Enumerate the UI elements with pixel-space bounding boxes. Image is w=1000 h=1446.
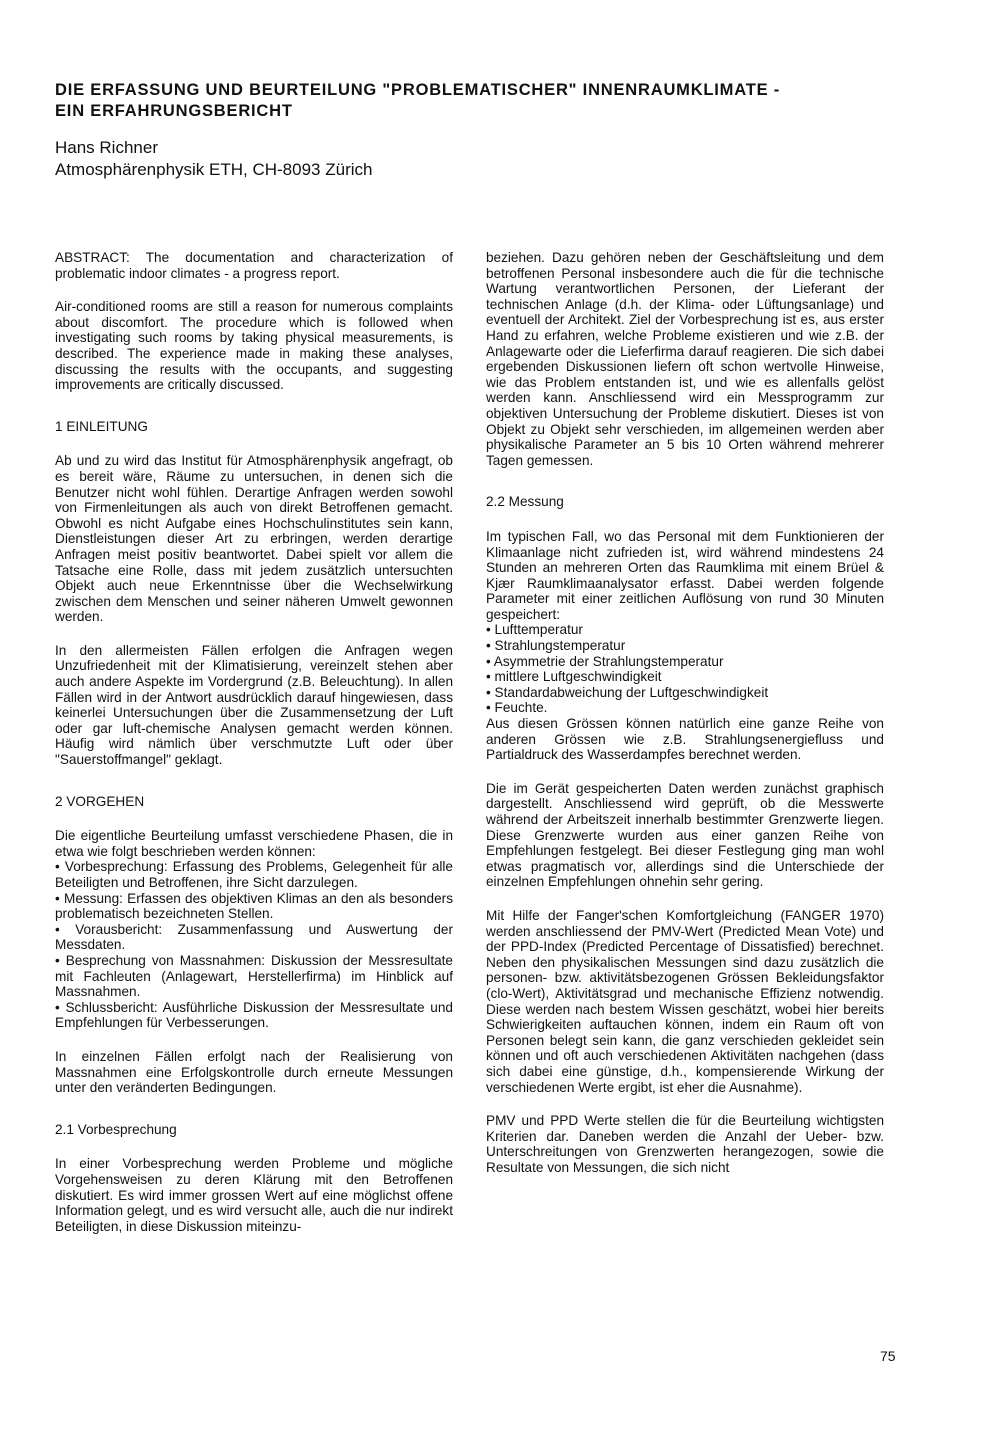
einleitung-paragraph-2: In den allermeisten Fällen erfolgen die Anfragen wegen Unzufriedenheit mit der Klimatisierung, vereinzelt stehen aber auch andere Aspekte im Vordergrund (z.B. Beleuchtung). In allen Fällen wird in der Antwort ausdrücklich darauf hingewiesen, dass keinerlei Untersuchungen über die Zusammensetzung der Luft oder gar luft-chemische Analysen gemacht werden können. Häufig wird nämlich über verschmutzte Luft oder über "Sauerstoffmangel" geklagt. <box>55 642 453 768</box>
author-affiliation: Atmosphärenphysik ETH, CH-8093 Zürich <box>55 160 373 179</box>
section-heading-messung: 2.2 Messung <box>486 494 564 510</box>
left-column <box>55 250 453 1234</box>
title-line-2: EIN ERFAHRUNGSBERICHT <box>55 102 293 120</box>
vorbesprechung-paragraph-1: In einer Vorbesprechung werden Probleme und mögliche Vorgehensweisen zu deren Klärung mit den Betroffenen diskutiert. Es wird immer grossen Wert auf eine möglichst offene Information gelegt, und es wird versucht alle, auch die nur indirekt Beteiligten, in diese Diskussion miteinzu- <box>55 1156 453 1234</box>
section-heading-vorbesprechung: 2.1 Vorbesprechung <box>55 1121 177 1137</box>
vorgehen-paragraph-2: In einzelnen Fällen erfolgt nach der Realisierung von Massnahmen eine Erfolgskontrolle durch erneute Messungen unter den veränderten Bedingungen. <box>55 1048 453 1096</box>
messung-paragraph-2: Aus diesen Grössen können natürlich eine ganze Reihe von anderen Grössen wie z.B. Strahlungsenergiefluss und Partialdruck des Wasserdampfes berechnet werden. <box>486 716 884 763</box>
list-item: • mittlere Luftgeschwindigkeit <box>486 669 884 685</box>
abstract-paragraph-1: ABSTRACT: The documentation and characterization of problematic indoor climates - a progress report. <box>55 250 453 281</box>
author-name: Hans Richner <box>55 138 158 157</box>
messung-paragraph-1: Im typischen Fall, wo das Personal mit dem Funktionieren der Klimaanlage nicht zufrieden ist, wird während mindestens 24 Stunden an mehreren Orten das Raumklima mit einem Brüel & Kjær Raumklimaanalysator erfasst. Dabei werden folgende Parameter mit einer zeitlichen Auflösung von rund 30 Minuten gespeichert: <box>486 528 884 622</box>
list-item: • Asymmetrie der Strahlungstemperatur <box>486 654 884 670</box>
list-item: • Besprechung von Massnahmen: Diskussion der Messresultate mit Fachleuten (Anlagewart, Herstellerfirma) im Hinblick auf Massnahmen. <box>55 953 453 1000</box>
abstract-paragraph-2: Air-conditioned rooms are still a reason for numerous complaints about discomfort. The procedure which is followed when investigating such rooms by taking physical measurements, is described. The experience made in making these analyses, discussing the results with the occupants, and suggesting improvements are critically discussed. <box>55 299 453 393</box>
messung-paragraph-4: Mit Hilfe der Fanger'schen Komfortgleichung (FANGER 1970) werden anschliessend der PMV-Wert (Predicted Mean Vote) und der PPD-Index (Predicted Percentage of Dissatisfied) berechnet. Neben den physikalischen Messungen sind dazu zusätzlich die personen- bzw. aktivitätsbezogenen Grössen Bekleidungsfaktor (clo-Wert), Aktivitätsgrad und mechanische Effizienz notwendig. Diese werden nach bestem Wissen geschätzt, wobei hier bereits Schwierigkeiten auftauchen können, indem ein Raum oft von Personen belegt sein kann, die ganz verschieden gekleidet sein können und oft auch verschiedenen Aktivitäten nachgehen (dass sich dabei eine günstige, d.h., kompensierende Wirkung der verschiedenen Werte ergibt, ist eher die Ausnahme). <box>486 907 884 1095</box>
right-column <box>486 250 884 1175</box>
list-item: • Feuchte. <box>486 700 884 716</box>
vorbesprechung-continued: beziehen. Dazu gehören neben der Geschäftsleitung und dem betroffenen Personal insbesondere auch die für die technische Wartung verantwortlichen Personen, der Lieferant der technischen Anlage (d.h. der Klima- oder Lüftungsanlage) und eventuell der Architekt. Ziel der Vorbesprechung ist es, aus erster Hand zu erfahren, welche Probleme existieren und wie z.B. der Anlagewarte oder die Lieferfirma darauf reagieren. Die sich dabei ergebenden Diskussionen liefern oft schon wertvolle Hinweise, wie das Problem entstanden ist, und wie es allenfalls gelöst werden kann. Anschliessend wird ein Messprogramm zur objektiven Untersuchung der Probleme diskutiert. Dieses ist von Objekt zu Objekt sehr verschieden, im allgemeinen werden aber physikalische Parameter an 5 bis 10 Orten während mehrerer Tagen gemessen. <box>486 250 884 468</box>
messung-paragraph-3: Die im Gerät gespeicherten Daten werden zunächst graphisch dargestellt. Anschliessend wird geprüft, ob die Messwerte während der Arbeitszeit innerhalb bestimmter Grenzwerte liegen. Diese Grenzwerte wurden aus einer ganzen Reihe von Empfehlungen festgelegt. Bei dieser Festlegung ging man wohl etwas pragmatisch vor, allerdings sind die Unterschiede der einzelnen Empfehlungen ohnehin sehr gering. <box>486 780 884 890</box>
list-item: • Vorbesprechung: Erfassung des Problems, Gelegenheit für alle Beteiligten und Betroffenen, ihre Sicht darzulegen. <box>55 859 453 890</box>
parameter-list <box>486 622 884 716</box>
list-item: • Strahlungstemperatur <box>486 638 884 654</box>
list-item: • Vorausbericht: Zusammenfassung und Auswertung der Messdaten. <box>55 922 453 953</box>
list-item: • Schlussbericht: Ausführliche Diskussion der Messresultate und Empfehlungen für Verbesserungen. <box>55 1000 453 1031</box>
vorgehen-intro: Die eigentliche Beurteilung umfasst verschiedene Phasen, die in etwa wie folgt beschrieben werden können: <box>55 828 453 859</box>
list-item: • Lufttemperatur <box>486 622 884 638</box>
section-heading-einleitung: 1 EINLEITUNG <box>55 418 148 434</box>
paper-title <box>55 80 915 122</box>
section-heading-vorgehen: 2 VORGEHEN <box>55 793 145 809</box>
title-line-1: DIE ERFASSUNG UND BEURTEILUNG "PROBLEMATISCHER" INNENRAUMKLIMATE - <box>55 81 781 99</box>
list-item: • Standardabweichung der Luftgeschwindigkeit <box>486 685 884 701</box>
einleitung-paragraph-1: Ab und zu wird das Institut für Atmosphärenphysik angefragt, ob es bereit wäre, Räume zu untersuchen, in denen sich die Benutzer nicht wohl fühlen. Derartige Anfragen werden sowohl von Firmenleitungen als auch von direkt Betroffenen gemacht. Obwohl es nicht Aufgabe eines Hochschulinstitutes sein kann, Dienstleistungen dieser Art zu erbringen, werden derartige Anfragen meist positiv beantwortet. Dabei spielt vor allem die Tatsache eine Rolle, dass mit jedem zusätzlich untersuchten Objekt auch neue Erkenntnisse über die Wechselwirkung zwischen dem Menschen und seiner näheren Umwelt gewonnen werden. <box>55 453 453 625</box>
list-item: • Messung: Erfassen des objektiven Klimas an den als besonders problematisch bezeichneten Stellen. <box>55 891 453 922</box>
page-number: 75 <box>880 1348 896 1364</box>
vorgehen-bullet-list <box>55 859 453 1031</box>
messung-paragraph-5: PMV und PPD Werte stellen die für die Beurteilung wichtigsten Kriterien dar. Daneben werden die Anzahl der Ueber- bzw. Unterschreitungen von Grenzwerten herangezogen, sowie die Resultate von Messungen, die sich nicht <box>486 1113 884 1175</box>
author-block <box>55 137 372 181</box>
